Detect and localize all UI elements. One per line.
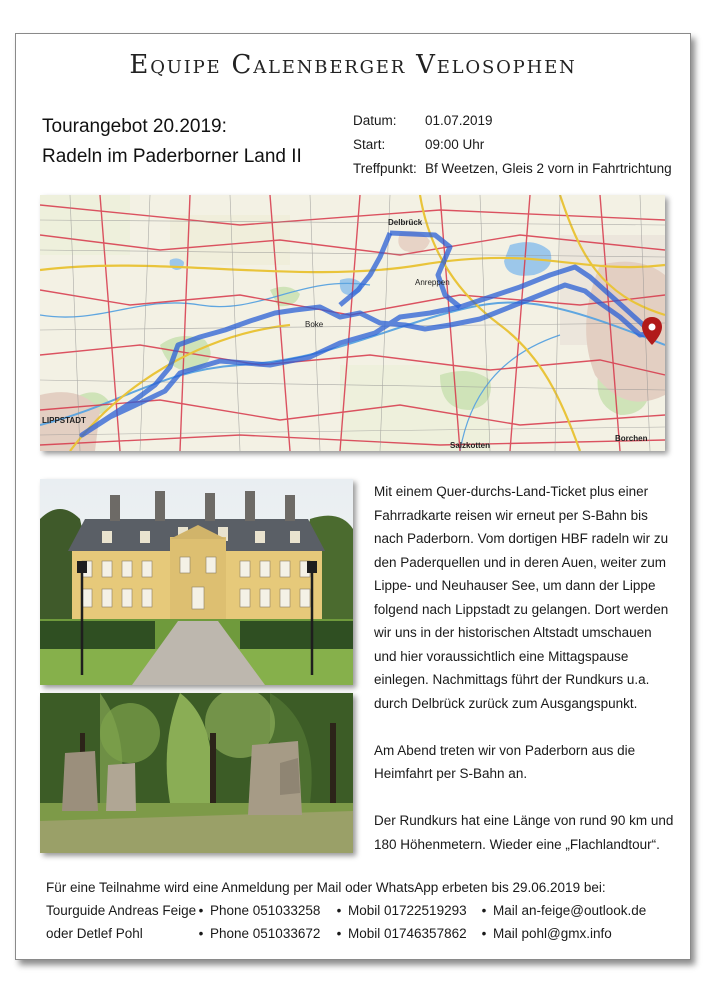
date-value: 01.07.2019: [425, 113, 493, 128]
tour-title: [42, 112, 302, 172]
contact-mail: Mail an-feige@outlook.de: [493, 903, 647, 918]
meta-date-row: [353, 109, 672, 133]
contact-mobile: Mobil 01746357862: [348, 926, 467, 941]
ruins-photo: [40, 693, 353, 853]
map-label-delbrueck: Delbrück: [388, 218, 423, 227]
club-title: Equipe Calenberger Velosophen: [129, 50, 577, 80]
contact-phone: Phone 051033258: [210, 903, 321, 918]
contact-mail: Mail pohl@gmx.info: [493, 926, 612, 941]
description-paragraph-2: Am Abend treten wir von Paderborn aus die Heimfahrt per S-Bahn an.: [374, 742, 636, 781]
bullet: •: [481, 903, 487, 918]
tour-number: Tourangebot 20.2019:: [42, 116, 227, 137]
meeting-label: Treffpunkt:: [353, 161, 417, 176]
bullet: •: [336, 926, 342, 941]
contact-mobile: Mobil 01722519293: [348, 903, 467, 918]
meta-start-row: [353, 133, 672, 157]
contact-section: [46, 876, 646, 945]
date-label: Datum:: [353, 113, 397, 128]
map-label-salzkotten: Salzkotten: [450, 441, 491, 450]
meeting-value: Bf Weetzen, Gleis 2 vorn in Fahrtrichtung: [425, 161, 672, 176]
bullet: •: [198, 926, 204, 941]
start-value: 09:00 Uhr: [425, 137, 485, 152]
contact-row: [46, 899, 646, 922]
tour-meta: [353, 109, 672, 181]
tour-name: Radeln im Paderborner Land II: [42, 146, 302, 167]
map-label-lippstadt: LIPPSTADT: [42, 416, 86, 425]
map-label-anreppen: Anreppen: [415, 278, 450, 287]
route-map: [40, 195, 665, 451]
contact-name: oder Detlef Pohl: [46, 926, 143, 941]
castle-photo: [40, 479, 353, 685]
contact-name: Tourguide Andreas Feige: [46, 903, 197, 918]
description-paragraph-3: Der Rundkurs hat eine Länge von rund 90 km und 180 Höhenmetern. Wieder eine „Flachlandtour“.: [374, 813, 674, 852]
bullet: •: [481, 926, 487, 941]
contact-intro: Für eine Teilnahme wird eine Anmeldung per Mail oder WhatsApp erbeten bis 29.06.2019 bei:: [46, 880, 606, 895]
start-label: Start:: [353, 137, 386, 152]
tour-description: [374, 480, 674, 880]
bullet: •: [336, 903, 342, 918]
bullet: •: [198, 903, 204, 918]
map-label-borchen: Borchen: [615, 434, 648, 443]
meta-meeting-row: [353, 157, 672, 181]
map-label-boke: Boke: [305, 320, 324, 329]
contact-phone: Phone 051033672: [210, 926, 321, 941]
description-paragraph-1: Mit einem Quer-durchs-Land-Ticket plus einer Fahrradkarte reisen wir erneut per S-Bahn bis nach Paderborn. Vom dortigen HBF radeln wir zu den Paderquellen und in deren Auen, weiter zum Lippe- und Neuhauser See, um dann der Lippe folgend nach Lippstadt zu gelangen. Dort werden wir uns in der historischen Altstadt umschauen und hier voraussichtlich eine Mittagspause einlegen. Nachmittags führt der Rundkurs u.a. durch Delbrück zurück zum Ausgangspunkt.: [374, 484, 669, 711]
contact-row: [46, 922, 646, 945]
